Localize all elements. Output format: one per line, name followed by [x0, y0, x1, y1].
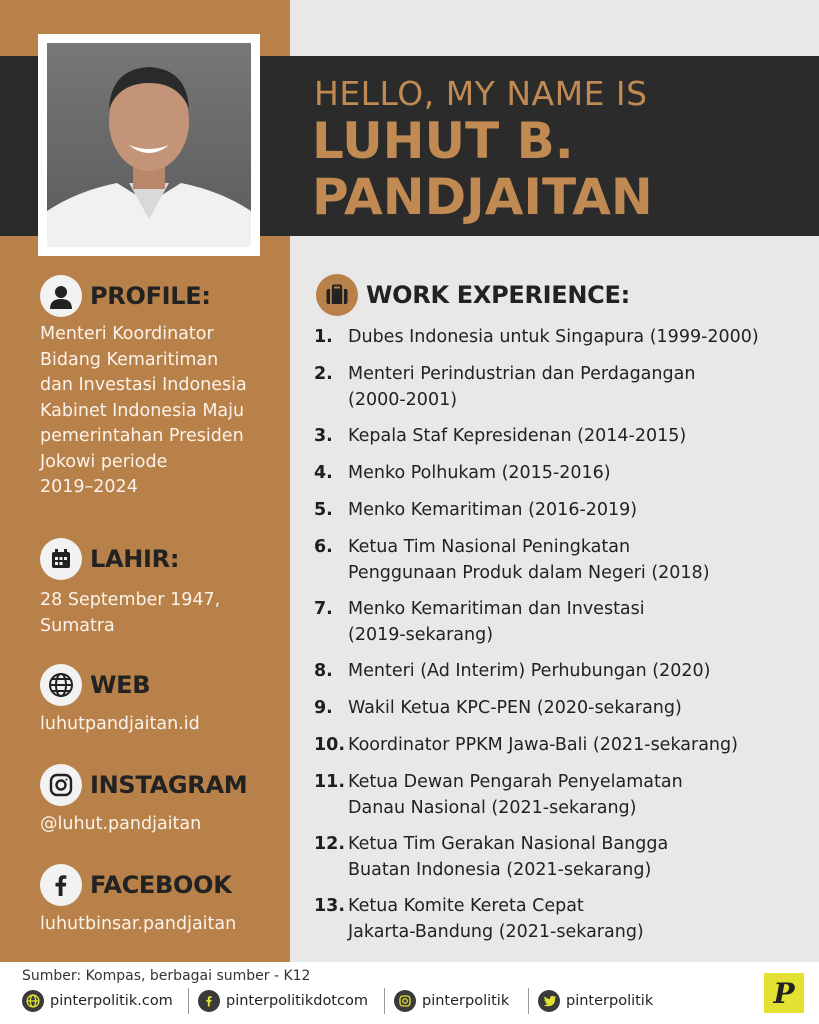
work-item-number: 2. [314, 364, 333, 384]
footer-divider [188, 988, 189, 1014]
work-item-number: 6. [314, 537, 333, 557]
person-name-line1: LUHUT B. [312, 112, 574, 170]
work-item-line: Koordinator PPKM Jawa-Bali (2021-sekarang) [348, 735, 738, 755]
website-link[interactable]: luhutpandjaitan.id [40, 714, 200, 734]
facebook-icon [198, 990, 220, 1012]
web-title: WEB [90, 671, 151, 699]
work-item-text [348, 498, 637, 524]
work-item-line: Dubes Indonesia untuk Singapura (1999-2000) [348, 327, 759, 347]
work-item-line: Ketua Dewan Pengarah Penyelamatan [348, 772, 683, 792]
instagram-icon [40, 764, 82, 806]
work-item-number: 8. [314, 661, 333, 681]
work-item-line: Jakarta-Bandung (2021-sekarang) [348, 921, 644, 942]
work-item-text [348, 696, 682, 722]
calendar-icon [40, 538, 82, 580]
web-heading [40, 664, 150, 706]
social-website[interactable] [22, 990, 173, 1012]
work-item-text [348, 325, 759, 351]
work-item-number: 9. [314, 698, 333, 718]
birth-info [40, 588, 220, 639]
social-facebook[interactable] [198, 990, 368, 1012]
instagram-handle[interactable]: @luhut.pandjaitan [40, 814, 202, 834]
work-item-text [348, 770, 683, 821]
facebook-icon [40, 864, 82, 906]
profile-line: Jokowi periode [40, 451, 168, 472]
work-item-text [348, 832, 668, 883]
work-item-number: 5. [314, 500, 333, 520]
work-item-text [348, 461, 611, 487]
profile-line: dan Investasi Indonesia [40, 375, 247, 395]
portrait-photo [47, 43, 251, 247]
work-item-number: 7. [314, 599, 333, 619]
work-item-number: 10. [314, 735, 346, 755]
work-item-line: (2000-2001) [348, 389, 458, 410]
work-item-text [348, 733, 738, 759]
footer-divider [384, 988, 385, 1014]
source-credit: Sumber: Kompas, berbagai sumber - K12 [22, 968, 311, 984]
work-item-line: Menteri Perindustrian dan Perdagangan [348, 364, 696, 384]
twitter-icon [538, 990, 560, 1012]
profile-title: PROFILE: [90, 282, 211, 310]
work-item-number: 12. [314, 834, 346, 854]
facebook-heading [40, 864, 232, 906]
work-item-line: (2019-sekarang) [348, 624, 494, 645]
instagram-title: INSTAGRAM [90, 771, 248, 799]
work-item-number: 4. [314, 463, 333, 483]
profile-heading [40, 275, 211, 317]
work-item-line: Menko Polhukam (2015-2016) [348, 463, 611, 483]
social-label: pinterpolitik [566, 993, 654, 1009]
work-item-line: Kepala Staf Kepresidenan (2014-2015) [348, 426, 687, 446]
work-item-line: Danau Nasional (2021-sekarang) [348, 797, 637, 818]
profile-line: Kabinet Indonesia Maju [40, 400, 245, 421]
profile-line: Menteri Koordinator [40, 324, 214, 344]
work-item-line: Ketua Tim Nasional Peningkatan [348, 537, 631, 557]
profile-line: Bidang Kemaritiman [40, 349, 219, 370]
work-item-line: Penggunaan Produk dalam Negeri (2018) [348, 562, 710, 583]
work-item-line: Ketua Tim Gerakan Nasional Bangga [348, 834, 669, 854]
work-item-text [348, 659, 710, 685]
greeting-text: HELLO, MY NAME IS [314, 74, 648, 113]
person-name [312, 113, 653, 225]
profile-description [40, 322, 247, 501]
work-item-text [348, 597, 645, 648]
work-item-line: Menko Kemaritiman dan Investasi [348, 599, 645, 619]
social-label: pinterpolitik [422, 993, 510, 1009]
facebook-title: FACEBOOK [90, 871, 232, 899]
work-item-text [348, 535, 710, 586]
social-label: pinterpolitik.com [50, 993, 173, 1009]
social-twitter[interactable] [538, 990, 653, 1012]
work-item-number: 1. [314, 327, 333, 347]
birth-date: 28 September 1947, [40, 590, 221, 610]
profile-line: 2019–2024 [40, 477, 138, 497]
work-item-text [348, 894, 644, 945]
pinterpolitik-logo: P [764, 973, 804, 1013]
instagram-heading [40, 764, 247, 806]
work-item-number: 3. [314, 426, 333, 446]
work-item-line: Menteri (Ad Interim) Perhubungan (2020) [348, 661, 711, 681]
social-instagram[interactable] [394, 990, 509, 1012]
user-icon [40, 275, 82, 317]
work-item-line: Menko Kemaritiman (2016-2019) [348, 500, 638, 520]
footer-divider [528, 988, 529, 1014]
work-item-line: Wakil Ketua KPC-PEN (2020-sekarang) [348, 698, 682, 718]
work-heading [316, 274, 630, 316]
birth-place: Sumatra [40, 615, 115, 636]
work-item-line: Buatan Indonesia (2021-sekarang) [348, 859, 652, 880]
instagram-icon [394, 990, 416, 1012]
lahir-heading [40, 538, 179, 580]
facebook-handle[interactable]: luhutbinsar.pandjaitan [40, 914, 237, 934]
work-item-text [348, 362, 695, 413]
work-item-line: Ketua Komite Kereta Cepat [348, 896, 584, 916]
work-item-number: 13. [314, 896, 346, 916]
social-label: pinterpolitikdotcom [226, 993, 368, 1009]
portrait-frame [38, 34, 260, 256]
person-name-line2: PANDJAITAN [312, 168, 653, 226]
work-title: WORK EXPERIENCE: [366, 281, 630, 309]
lahir-title: LAHIR: [90, 545, 180, 573]
globe-icon [40, 664, 82, 706]
briefcase-icon [316, 274, 358, 316]
globe-icon [22, 990, 44, 1012]
profile-line: pemerintahan Presiden [40, 426, 244, 446]
work-item-number: 11. [314, 772, 346, 792]
work-item-text [348, 424, 686, 450]
